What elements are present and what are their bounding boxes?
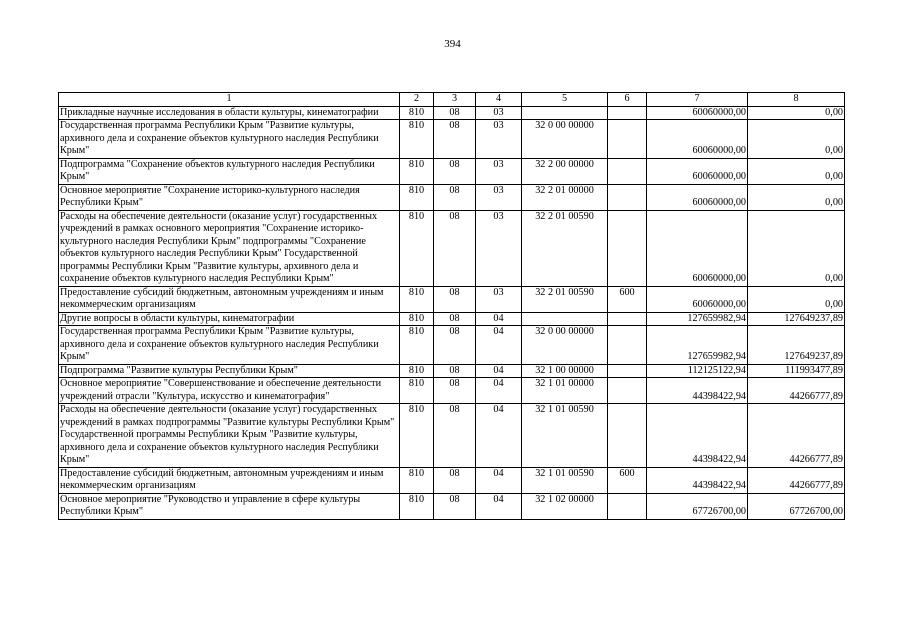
ministry-code-cell: 810: [400, 106, 434, 120]
section-code-cell: 08: [434, 286, 476, 312]
row-name-cell: Основное мероприятие "Сохранение историко-культурного наследия Республики Крым": [59, 184, 400, 210]
amount-col7-cell: 44398422,94: [647, 467, 748, 493]
expense-type-cell: [608, 210, 647, 286]
amount-col7-cell: 127659982,94: [647, 326, 748, 365]
row-name-cell: Другие вопросы в области культуры, кинематографии: [59, 312, 400, 326]
row-name-cell: Государственная программа Республики Крым "Развитие культуры, архивного дела и сохранение объектов культурного наследия Республики Крым": [59, 120, 400, 159]
header-cell: 1: [59, 93, 400, 107]
amount-col7-cell: 44398422,94: [647, 378, 748, 404]
table-row: [59, 326, 845, 365]
amount-col8-cell: 67726700,00: [748, 493, 845, 519]
expense-type-cell: [608, 184, 647, 210]
amount-col8-cell: 111993477,89: [748, 364, 845, 378]
row-name-cell: Прикладные научные исследования в области культуры, кинематографии: [59, 106, 400, 120]
expense-type-cell: [608, 312, 647, 326]
target-code-cell: [522, 312, 608, 326]
table-row: [59, 286, 845, 312]
row-name-cell: Расходы на обеспечение деятельности (оказание услуг) государственных учреждений в рамках основного мероприятия "Сохранение историко-культурного наследия Республики Крым" подпрограммы "Сохранение объектов культурного наследия Республики Крым" Государственной программы Республики Крым "Развитие культуры, архивного дела и сохранение объектов культурного наследия Республики Крым": [59, 210, 400, 286]
table-row: [59, 120, 845, 159]
amount-col7-cell: 112125122,94: [647, 364, 748, 378]
expense-type-cell: [608, 404, 647, 468]
subsection-code-cell: 03: [476, 106, 522, 120]
expense-type-cell: [608, 326, 647, 365]
subsection-code-cell: 04: [476, 326, 522, 365]
amount-col8-cell: 44266777,89: [748, 404, 845, 468]
subsection-code-cell: 04: [476, 404, 522, 468]
amount-col7-cell: 60060000,00: [647, 106, 748, 120]
ministry-code-cell: 810: [400, 312, 434, 326]
subsection-code-cell: 03: [476, 158, 522, 184]
section-code-cell: 08: [434, 158, 476, 184]
expense-type-cell: 600: [608, 286, 647, 312]
ministry-code-cell: 810: [400, 158, 434, 184]
table-row: [59, 312, 845, 326]
section-code-cell: 08: [434, 210, 476, 286]
table-row: [59, 493, 845, 519]
expense-type-cell: [608, 158, 647, 184]
section-code-cell: 08: [434, 364, 476, 378]
target-code-cell: 32 1 01 00590: [522, 404, 608, 468]
section-code-cell: 08: [434, 467, 476, 493]
expense-type-cell: [608, 106, 647, 120]
header-cell: 7: [647, 93, 748, 107]
table-row: [59, 106, 845, 120]
ministry-code-cell: 810: [400, 184, 434, 210]
header-cell: 2: [400, 93, 434, 107]
section-code-cell: 08: [434, 404, 476, 468]
row-name-cell: Расходы на обеспечение деятельности (оказание услуг) государственных учреждений в рамках подпрограммы "Развитие культуры Республики Крым" Государственной программы Республики Крым "Развитие культуры, архивного дела и сохранение объектов культурного наследия Республики Крым": [59, 404, 400, 468]
header-cell: 4: [476, 93, 522, 107]
row-name-cell: Предоставление субсидий бюджетным, автономным учреждениям и иным некоммерческим организациям: [59, 286, 400, 312]
ministry-code-cell: 810: [400, 210, 434, 286]
row-name-cell: Основное мероприятие "Руководство и управление в сфере культуры Республики Крым": [59, 493, 400, 519]
expense-type-cell: 600: [608, 467, 647, 493]
amount-col8-cell: 127649237,89: [748, 312, 845, 326]
amount-col8-cell: 127649237,89: [748, 326, 845, 365]
section-code-cell: 08: [434, 120, 476, 159]
target-code-cell: 32 0 00 00000: [522, 120, 608, 159]
target-code-cell: 32 1 01 00000: [522, 378, 608, 404]
amount-col8-cell: 0,00: [748, 120, 845, 159]
section-code-cell: 08: [434, 493, 476, 519]
subsection-code-cell: 04: [476, 467, 522, 493]
row-name-cell: Основное мероприятие "Совершенствование и обеспечение деятельности учреждений отрасли "Культура, искусство и кинематография": [59, 378, 400, 404]
expense-type-cell: [608, 378, 647, 404]
amount-col7-cell: 60060000,00: [647, 184, 748, 210]
header-cell: 6: [608, 93, 647, 107]
table-row: [59, 210, 845, 286]
table-row: [59, 184, 845, 210]
subsection-code-cell: 04: [476, 312, 522, 326]
page-number: 394: [444, 38, 461, 50]
amount-col8-cell: 0,00: [748, 158, 845, 184]
row-name-cell: Предоставление субсидий бюджетным, автономным учреждениям и иным некоммерческим организациям: [59, 467, 400, 493]
amount-col8-cell: 44266777,89: [748, 467, 845, 493]
row-name-cell: Подпрограмма "Развитие культуры Республики Крым": [59, 364, 400, 378]
amount-col8-cell: 0,00: [748, 210, 845, 286]
amount-col7-cell: 67726700,00: [647, 493, 748, 519]
subsection-code-cell: 04: [476, 493, 522, 519]
target-code-cell: 32 2 01 00590: [522, 210, 608, 286]
section-code-cell: 08: [434, 106, 476, 120]
section-code-cell: 08: [434, 378, 476, 404]
expense-type-cell: [608, 120, 647, 159]
subsection-code-cell: 04: [476, 378, 522, 404]
subsection-code-cell: 03: [476, 120, 522, 159]
table-header-row: [59, 93, 845, 107]
amount-col7-cell: 60060000,00: [647, 210, 748, 286]
target-code-cell: 32 2 00 00000: [522, 158, 608, 184]
amount-col7-cell: 60060000,00: [647, 120, 748, 159]
amount-col7-cell: 127659982,94: [647, 312, 748, 326]
ministry-code-cell: 810: [400, 326, 434, 365]
expense-type-cell: [608, 493, 647, 519]
target-code-cell: 32 0 00 00000: [522, 326, 608, 365]
table-row: [59, 404, 845, 468]
subsection-code-cell: 03: [476, 210, 522, 286]
amount-col8-cell: 0,00: [748, 184, 845, 210]
target-code-cell: 32 1 02 00000: [522, 493, 608, 519]
subsection-code-cell: 03: [476, 286, 522, 312]
target-code-cell: 32 1 00 00000: [522, 364, 608, 378]
amount-col7-cell: 44398422,94: [647, 404, 748, 468]
header-cell: 5: [522, 93, 608, 107]
table-row: [59, 378, 845, 404]
header-cell: 3: [434, 93, 476, 107]
ministry-code-cell: 810: [400, 364, 434, 378]
ministry-code-cell: 810: [400, 378, 434, 404]
amount-col7-cell: 60060000,00: [647, 158, 748, 184]
amount-col8-cell: 0,00: [748, 106, 845, 120]
section-code-cell: 08: [434, 184, 476, 210]
table-row: [59, 364, 845, 378]
target-code-cell: 32 2 01 00000: [522, 184, 608, 210]
section-code-cell: 08: [434, 312, 476, 326]
amount-col8-cell: 44266777,89: [748, 378, 845, 404]
row-name-cell: Подпрограмма "Сохранение объектов культурного наследия Республики Крым": [59, 158, 400, 184]
budget-table: [58, 92, 845, 520]
amount-col7-cell: 60060000,00: [647, 286, 748, 312]
header-cell: 8: [748, 93, 845, 107]
target-code-cell: 32 1 01 00590: [522, 467, 608, 493]
expense-type-cell: [608, 364, 647, 378]
section-code-cell: 08: [434, 326, 476, 365]
ministry-code-cell: 810: [400, 493, 434, 519]
subsection-code-cell: 04: [476, 364, 522, 378]
table-row: [59, 158, 845, 184]
ministry-code-cell: 810: [400, 286, 434, 312]
ministry-code-cell: 810: [400, 404, 434, 468]
ministry-code-cell: 810: [400, 467, 434, 493]
ministry-code-cell: 810: [400, 120, 434, 159]
amount-col8-cell: 0,00: [748, 286, 845, 312]
row-name-cell: Государственная программа Республики Крым "Развитие культуры, архивного дела и сохранение объектов культурного наследия Республики Крым": [59, 326, 400, 365]
target-code-cell: 32 2 01 00590: [522, 286, 608, 312]
target-code-cell: [522, 106, 608, 120]
subsection-code-cell: 03: [476, 184, 522, 210]
table-row: [59, 467, 845, 493]
